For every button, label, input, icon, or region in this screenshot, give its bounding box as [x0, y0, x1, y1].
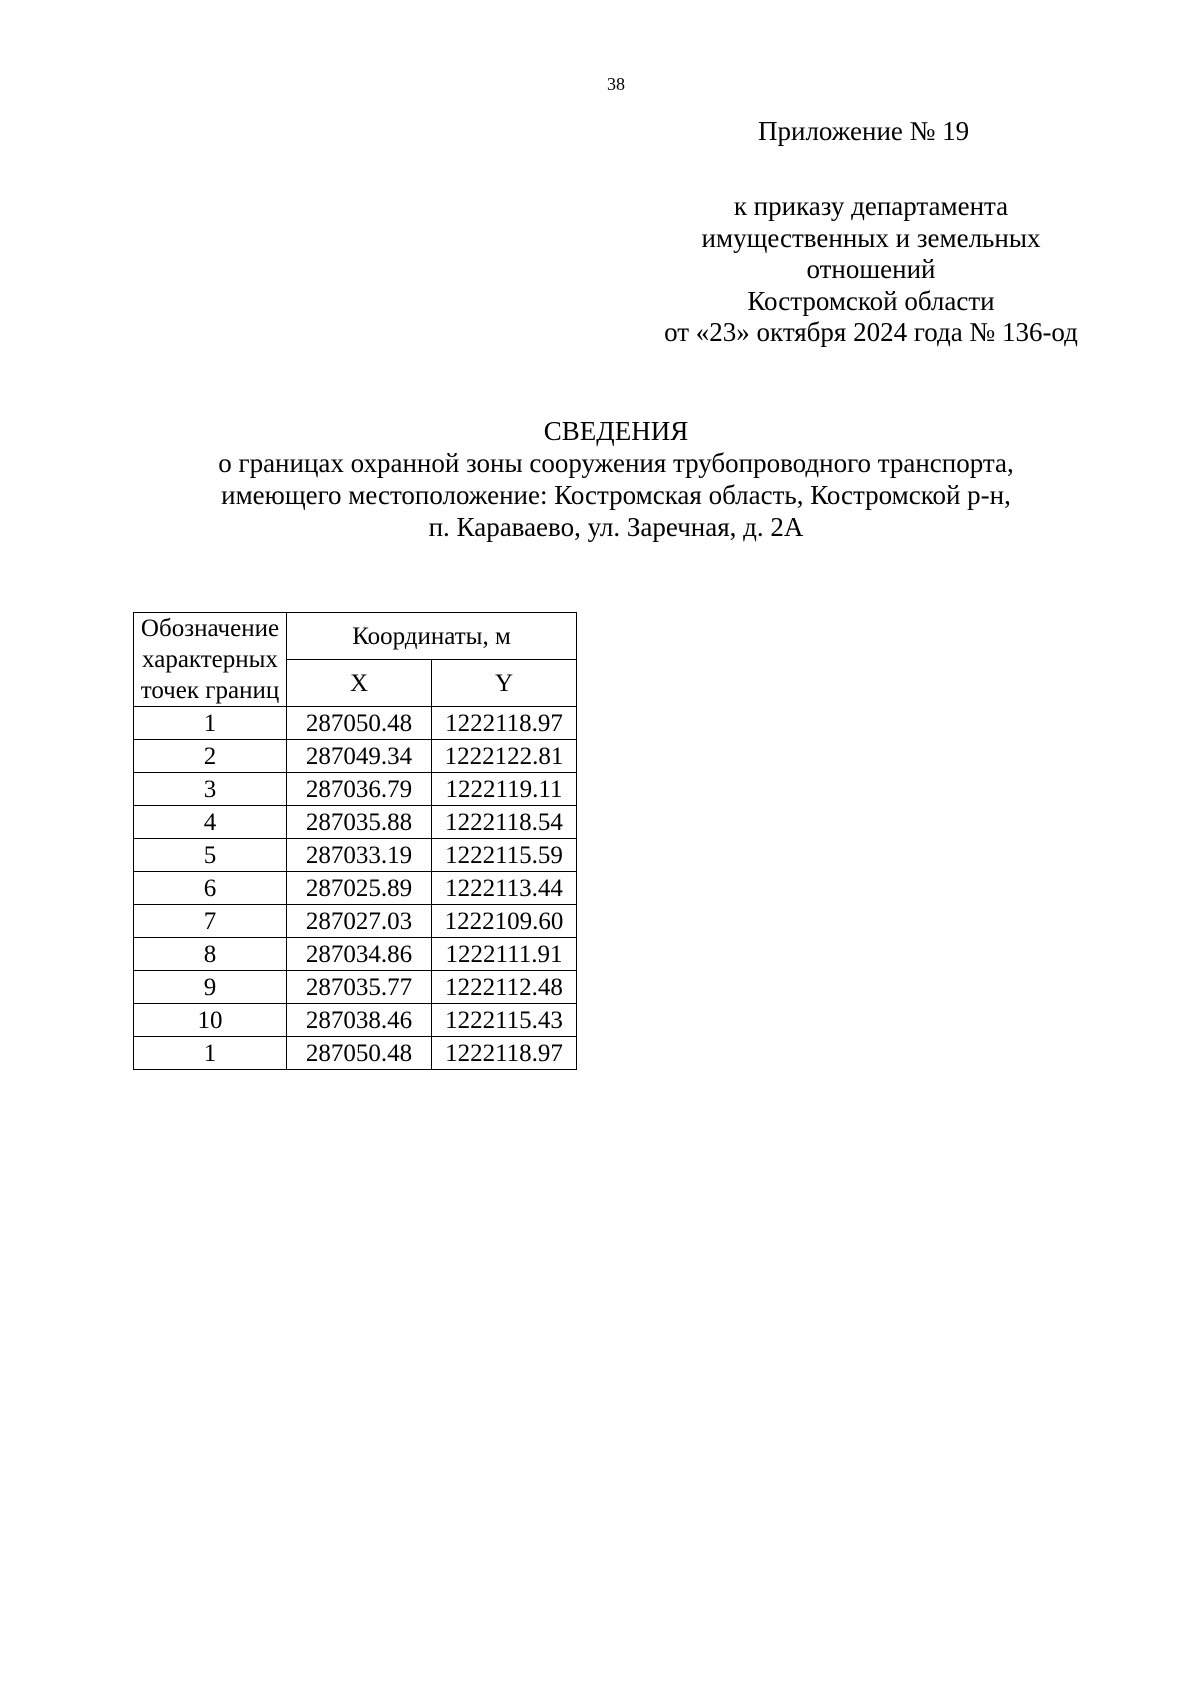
point-designation-header: Обозначение характерных точек границ — [134, 613, 287, 707]
order-line: Костромской области — [747, 285, 995, 316]
y-cell: 1222122.81 — [432, 740, 577, 773]
x-cell: 287034.86 — [287, 938, 432, 971]
y-cell: 1222119.11 — [432, 773, 577, 806]
x-cell: 287050.48 — [287, 707, 432, 740]
point-cell: 4 — [134, 806, 287, 839]
x-header: X — [287, 660, 432, 707]
x-cell: 287033.19 — [287, 839, 432, 872]
y-cell: 1222118.54 — [432, 806, 577, 839]
x-cell: 287049.34 — [287, 740, 432, 773]
x-cell: 287036.79 — [287, 773, 432, 806]
table-row — [134, 740, 577, 773]
table-row — [134, 872, 577, 905]
table-header-row — [134, 613, 577, 660]
heading-line: имеющего местоположение: Костромская область, Костромской р-н, — [221, 480, 1011, 510]
table-row — [134, 839, 577, 872]
point-cell: 3 — [134, 773, 287, 806]
table-row — [134, 1004, 577, 1037]
x-cell: 287025.89 — [287, 872, 432, 905]
table-row — [134, 773, 577, 806]
x-cell: 287035.77 — [287, 971, 432, 1004]
heading-title: СВЕДЕНИЯ — [543, 416, 689, 446]
table-row — [134, 971, 577, 1004]
x-cell: 287038.46 — [287, 1004, 432, 1037]
order-line: к приказу департамента — [733, 191, 1009, 221]
y-cell: 1222118.97 — [432, 1037, 577, 1070]
coordinates-table — [133, 612, 577, 1070]
heading-line: п. Караваево, ул. Заречная, д. 2А — [428, 512, 804, 542]
y-cell: 1222118.97 — [432, 707, 577, 740]
coordinates-header: Координаты, м — [287, 613, 577, 660]
table-row — [134, 806, 577, 839]
page-number: 38 — [607, 74, 625, 94]
x-cell: 287050.48 — [287, 1037, 432, 1070]
x-cell: 287027.03 — [287, 905, 432, 938]
point-cell: 1 — [134, 1037, 287, 1070]
point-cell: 9 — [134, 971, 287, 1004]
y-cell: 1222112.48 — [432, 971, 577, 1004]
order-line: имущественных и земельных — [701, 222, 1041, 253]
y-cell: 1222115.43 — [432, 1004, 577, 1037]
y-cell: 1222111.91 — [432, 938, 577, 971]
table-row — [134, 905, 577, 938]
y-header: Y — [432, 660, 577, 707]
y-cell: 1222115.59 — [432, 839, 577, 872]
table-row — [134, 1037, 577, 1070]
point-cell: 7 — [134, 905, 287, 938]
appendix-title: Приложение № 19 — [758, 116, 970, 146]
heading-line: о границах охранной зоны сооружения трубопроводного транспорта, — [218, 448, 1014, 478]
point-cell: 1 — [134, 707, 287, 740]
table-row — [134, 707, 577, 740]
document-heading — [0, 415, 1200, 543]
x-cell: 287035.88 — [287, 806, 432, 839]
point-cell: 6 — [134, 872, 287, 905]
y-cell: 1222109.60 — [432, 905, 577, 938]
point-cell: 2 — [134, 740, 287, 773]
point-cell: 10 — [134, 1004, 287, 1037]
order-reference — [611, 191, 1131, 349]
y-cell: 1222113.44 — [432, 872, 577, 905]
order-line: отношений — [806, 254, 936, 284]
order-line: от «23» октября 2024 года № 136-од — [664, 317, 1078, 347]
table-row — [134, 938, 577, 971]
point-cell: 5 — [134, 839, 287, 872]
point-cell: 8 — [134, 938, 287, 971]
